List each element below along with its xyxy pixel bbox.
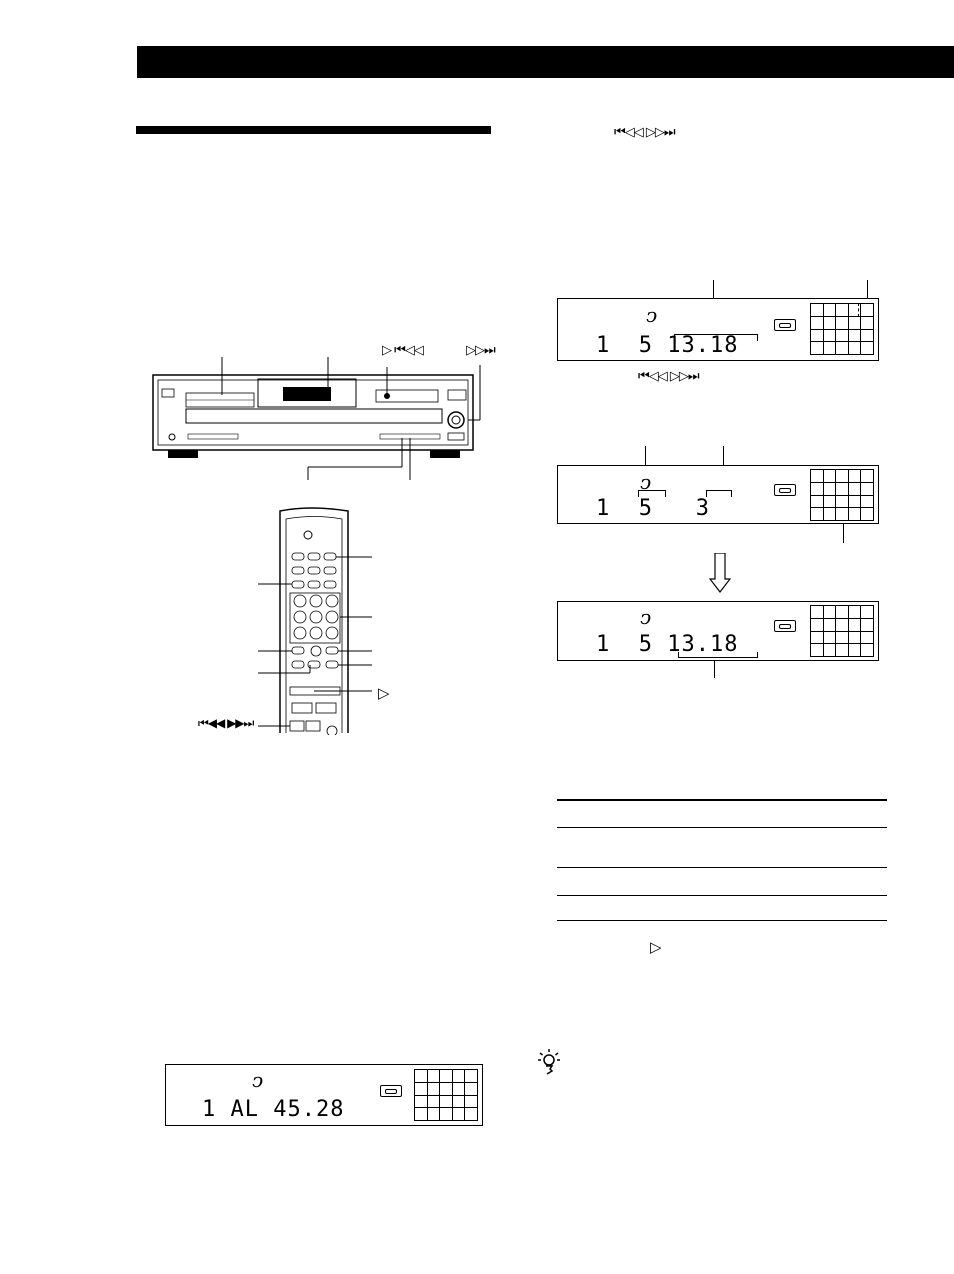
lcd-readout: 1 5 13.18: [596, 632, 739, 657]
remote-control-illustration: [250, 505, 380, 735]
cassette-icon: [774, 620, 796, 632]
cassette-icon: [774, 484, 796, 496]
table-rule: [557, 867, 887, 868]
disc-indicator-icon: ↄ: [640, 470, 652, 494]
lcd-display-time-2: [557, 601, 879, 661]
disc-indicator-icon: ↄ: [640, 605, 652, 629]
lcd-readout: 1 AL 45.28: [202, 1097, 345, 1122]
lcd-display-time: [557, 298, 879, 361]
music-calendar-grid: [810, 605, 874, 657]
tip-bulb-icon: [536, 1047, 562, 1075]
table-top-rule: [557, 799, 887, 801]
table-rule: [557, 895, 887, 896]
lcd-readout: 1 5 13.18: [596, 333, 739, 358]
cassette-icon: [380, 1085, 402, 1097]
music-calendar-grid: [810, 469, 874, 521]
flashing-track-cell: [858, 303, 874, 317]
cassette-icon: [774, 319, 796, 331]
remote-play-label: ▷: [378, 684, 389, 702]
table-rule: [557, 827, 887, 828]
play-symbol: ▷: [650, 938, 661, 956]
callout-line: [843, 523, 844, 543]
lcd-display-track: [557, 465, 879, 524]
play-skip-label: ▷ ⏮◁◁: [382, 343, 423, 358]
lcd-readout: 1 5 3: [596, 496, 710, 521]
cd-player-illustration: [150, 345, 495, 485]
header-bar: [137, 46, 954, 78]
section-rule: [136, 126, 491, 134]
lcd-display-all: [165, 1064, 483, 1126]
callout-line: [714, 660, 715, 678]
table-rule: [557, 920, 887, 921]
down-arrow-icon: [709, 553, 731, 593]
disc-indicator-icon: ↄ: [252, 1068, 264, 1092]
skip-buttons-label: ⏮◁◁ ▷▷⏭: [614, 125, 675, 140]
remote-skip-label: ⏮◀◀ ▶▶⏭: [198, 716, 254, 730]
skip-next-label: ▷▷⏭: [466, 343, 495, 358]
music-calendar-grid: [414, 1069, 478, 1121]
disc-indicator-icon: ↄ: [646, 303, 658, 327]
skip-buttons-label-2: ⏮◁◁ ▷▷⏭: [638, 369, 699, 384]
callout-line: [867, 280, 868, 300]
